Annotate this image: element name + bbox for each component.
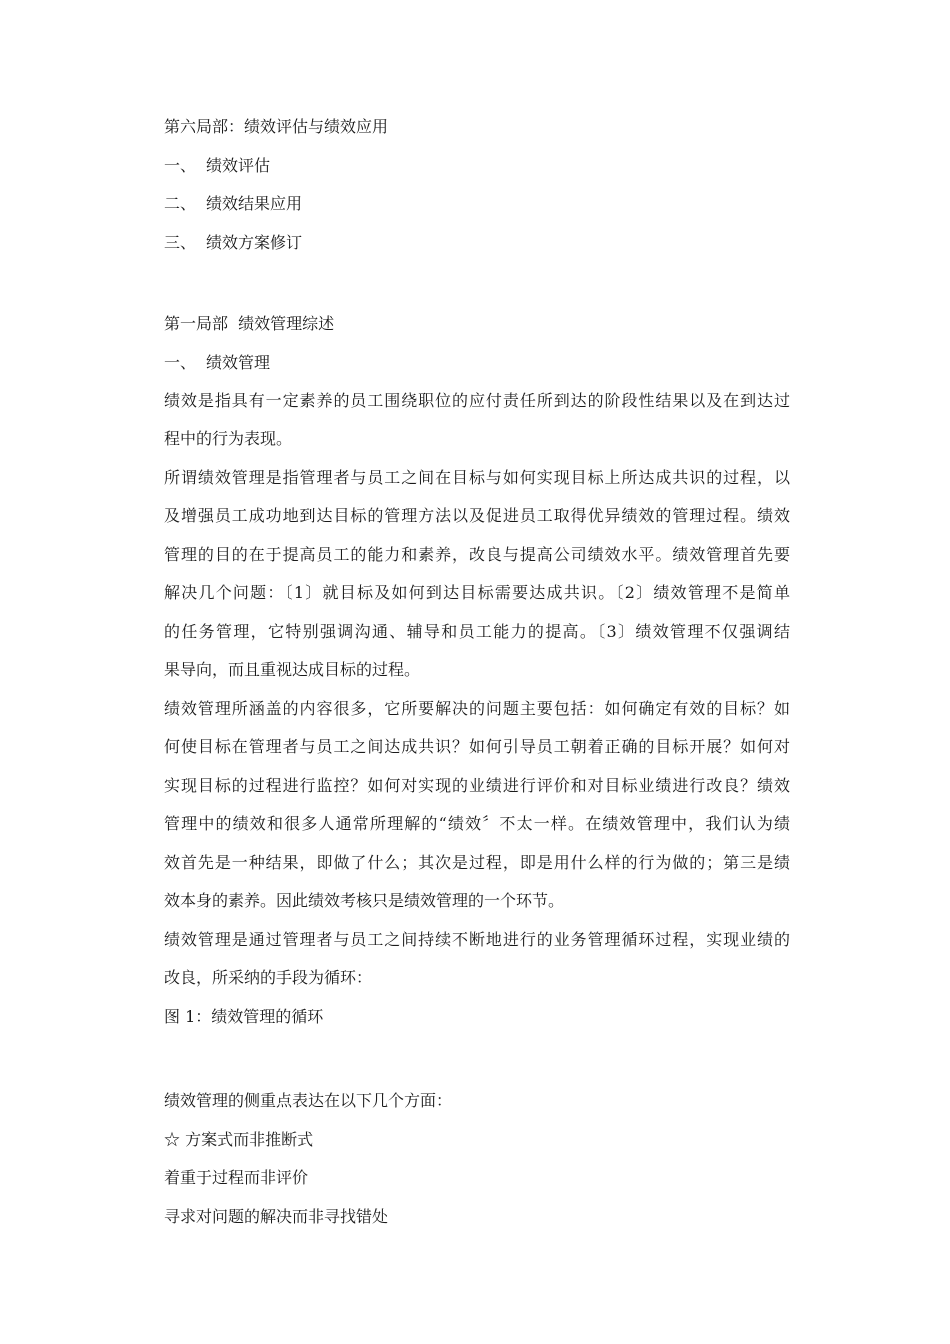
focus-intro: 绩效管理的侧重点表达在以下几个方面： <box>164 1091 453 1110</box>
para1-line: 程中的行为表现。 <box>164 429 293 448</box>
item-number: 三、 <box>164 233 197 252</box>
para4-line: 改良，所采纳的手段为循环： <box>164 968 373 987</box>
para2-line: 解决几个问题：〔1〕就目标及如何到达目标需要达成共识。〔2〕绩效管理不是简单 <box>164 583 790 602</box>
para4-line: 绩效管理是通过管理者与员工之间持续不断地进行的业务管理循环过程，实现业绩的 <box>164 930 790 949</box>
focus-item: 着重于过程而非评价 <box>164 1168 309 1187</box>
para2-line: 管理的目的在于提高员工的能力和素养，改良与提高公司绩效水平。绩效管理首先要 <box>164 545 790 564</box>
para3-line: 绩效管理所涵盖的内容很多，它所要解决的问题主要包括：如何确定有效的目标？如 <box>164 699 790 718</box>
part6-item-1 <box>164 156 790 176</box>
para1-line: 绩效是指具有一定素养的员工围绕职位的应付责任所到达的阶段性结果以及在到达过 <box>164 391 790 410</box>
item-text: 绩效结果应用 <box>206 194 303 213</box>
part6-title: 第六局部：绩效评估与绩效应用 <box>164 117 389 136</box>
section-number: 一、 <box>164 353 197 372</box>
figure-caption: 图 1：绩效管理的循环 <box>164 1007 324 1026</box>
item-text: 绩效评估 <box>206 156 271 175</box>
para2-line: 所谓绩效管理是指管理者与员工之间在目标与如何实现目标上所达成共识的过程，以 <box>164 468 790 487</box>
focus-item: 寻求对问题的解决而非寻找错处 <box>164 1207 389 1226</box>
part6-item-2 <box>164 194 790 214</box>
para2-line: 的任务管理，它特别强调沟通、辅导和员工能力的提高。〔3〕绩效管理不仅强调结 <box>164 622 790 641</box>
para3-line: 效首先是一种结果，即做了什么；其次是过程，即是用什么样的行为做的；第三是绩 <box>164 853 790 872</box>
para2-line: 及增强员工成功地到达目标的管理方法以及促进员工取得优异绩效的管理过程。绩效 <box>164 506 790 525</box>
focus-item: ☆ 方案式而非推断式 <box>164 1130 314 1149</box>
section-text: 绩效管理 <box>206 353 271 372</box>
para2-line: 果导向，而且重视达成目标的过程。 <box>164 660 421 679</box>
para3-line: 实现目标的过程进行监控？如何对实现的业绩进行评价和对目标业绩进行改良？绩效 <box>164 776 790 795</box>
part6-item-3 <box>164 233 790 253</box>
part1-section-1 <box>164 353 790 373</box>
part1-title: 第一局部 绩效管理综述 <box>164 314 335 333</box>
item-number: 一、 <box>164 156 197 175</box>
item-number: 二、 <box>164 194 197 213</box>
para3-line: 何使目标在管理者与员工之间达成共识？如何引导员工朝着正确的目标开展？如何对 <box>164 737 790 756</box>
para3-line: 管理中的绩效和很多人通常所理解的“绩效〞不太一样。在绩效管理中，我们认为绩 <box>164 814 790 833</box>
item-text: 绩效方案修订 <box>206 233 303 252</box>
para3-line: 效本身的素养。因此绩效考核只是绩效管理的一个环节。 <box>164 891 565 910</box>
